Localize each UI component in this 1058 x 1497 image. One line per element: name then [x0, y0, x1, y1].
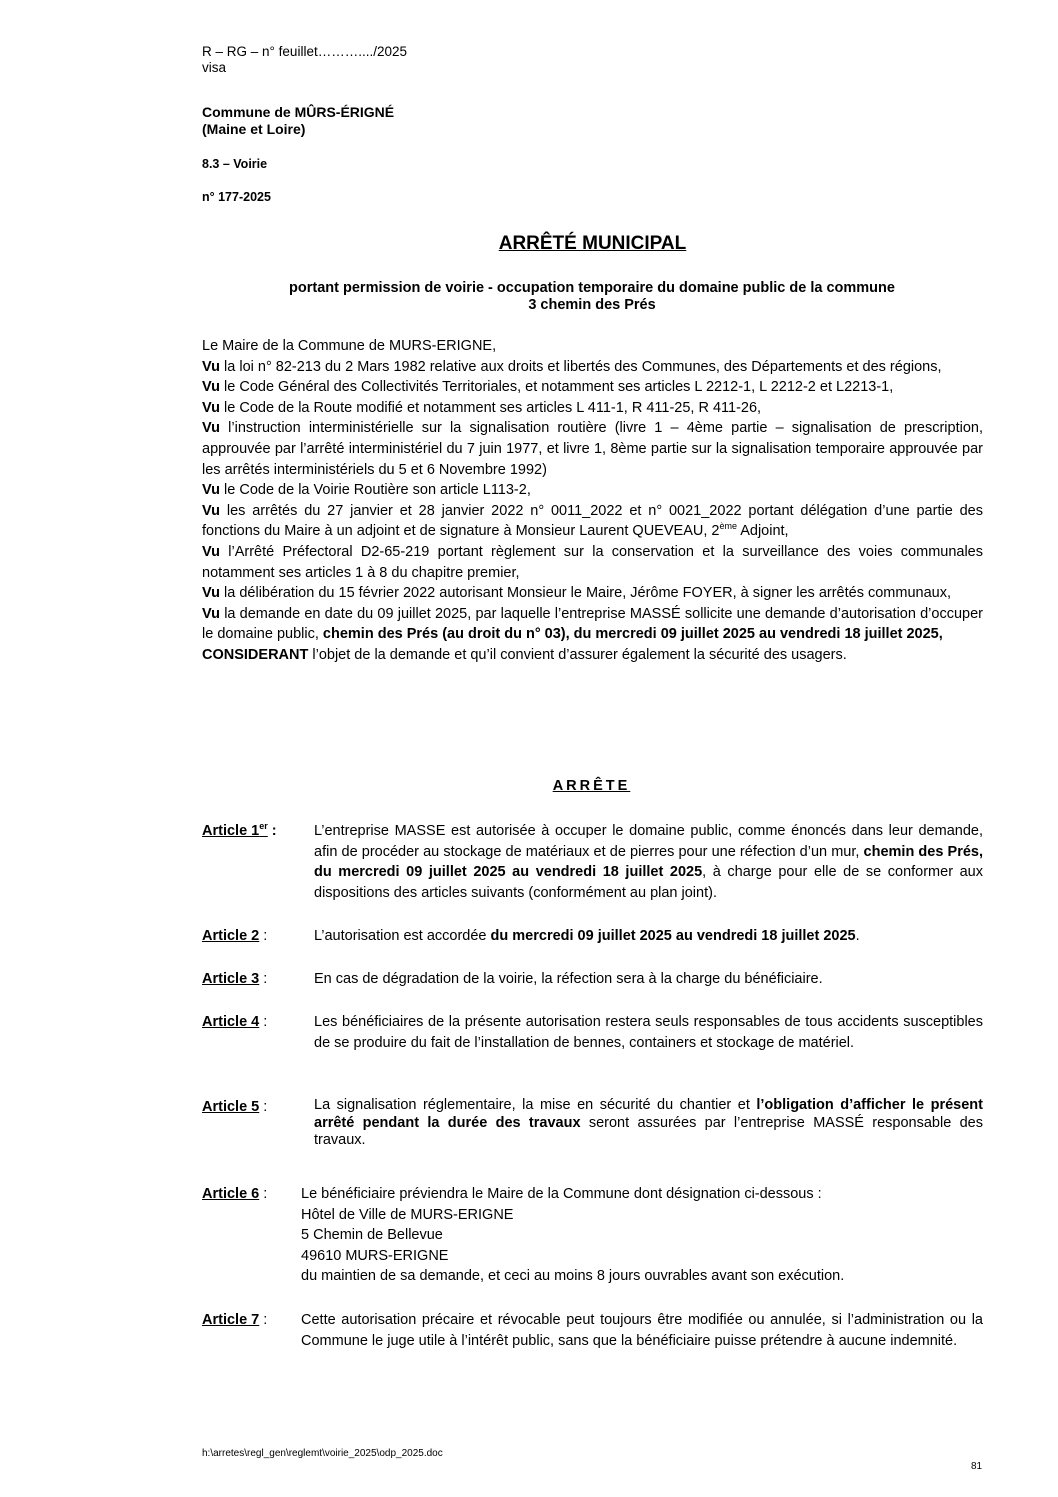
article-2-emphasis: du mercredi 09 juillet 2025 au vendredi 18 juillet 2025: [490, 928, 856, 944]
arrete-heading: ARRÊTE: [552, 778, 631, 794]
considerant-clause: [202, 645, 983, 666]
article-label-text: Article 5: [202, 1099, 260, 1115]
page-title: ARRÊTÉ MUNICIPAL: [498, 233, 687, 254]
article-label-text: Article 4: [202, 1014, 260, 1030]
vu-text: la loi n° 82-213 du 2 Mars 1982 relative aux droits et libertés des Communes, des Départements et des régions,: [220, 358, 942, 375]
vu-keyword: Vu: [202, 420, 220, 437]
article-2-text: L’autorisation est accordée du mercredi 09 juillet 2025 au vendredi 18 juillet 2025.: [314, 928, 860, 944]
vu-keyword: Vu: [202, 482, 220, 499]
vu-keyword: Vu: [202, 585, 220, 602]
vu-text: le Code de la Route modifié et notamment ses articles L 411-1, R 411-25, R 411-26,: [220, 399, 762, 416]
vu-clause: [202, 604, 983, 645]
article-3-text: En cas de dégradation de la voirie, la réfection sera à la charge du bénéficiaire.: [314, 971, 823, 987]
vu-keyword: Vu: [202, 605, 220, 622]
article-6-text: [301, 1184, 983, 1287]
article-7-text: Cette autorisation précaire et révocable peut toujours être modifiée ou annulée, si l’administration ou la Commune le juge utile à l’intérêt public, sans que la bénéficiaire puisse prétendre à aucune indemnité.: [301, 1312, 983, 1349]
vu-keyword: Vu: [202, 502, 220, 519]
article-4-label: Article 4 :: [202, 1014, 268, 1030]
article-label-text: Article 3: [202, 971, 260, 987]
address-line: Hôtel de Ville de MURS-ERIGNE: [301, 1206, 514, 1223]
article-7-label: Article 7 :: [202, 1312, 268, 1328]
vu-clause: [202, 480, 983, 501]
vu-clause: [202, 418, 983, 480]
ordinal-suffix: er: [259, 821, 268, 832]
vu-clause: [202, 377, 983, 398]
article-3-label: Article 3 :: [202, 971, 268, 987]
vu-text-emphasis: chemin des Prés (au droit du n° 03), du mercredi 09 juillet 2025 au vendredi 18 juillet 2025,: [322, 626, 943, 643]
article-5-label: Article 5 :: [202, 1099, 268, 1115]
article-6-line: Le bénéficiaire préviendra le Maire de la Commune dont désignation ci-dessous :: [301, 1186, 822, 1202]
document-reference: [202, 44, 407, 76]
article-label-text: Article 1: [202, 823, 260, 839]
article-1-text: L’entreprise MASSE est autorisée à occuper le domaine public, comme énoncés dans leur demande, afin de procéder au stockage de matériaux et de pierres pour une réfection d’un mur, chemin des Prés, du mercredi 09 juillet 2025 au vendredi 18 juillet 2025, à charge pour elle de se conformer aux dispositions des articles suivants (conformément au plan joint).: [314, 823, 983, 901]
vu-text: l’Arrêté Préfectoral D2-65-219 portant règlement sur la conservation et la surveillance des voies communales notamment ses articles 1 à 8 du chapitre premier,: [202, 543, 983, 581]
commune-name: Commune de MÛRS-ÉRIGNÉ: [202, 104, 395, 120]
ordinal-suffix: ème: [719, 521, 737, 532]
vu-keyword: Vu: [202, 543, 220, 560]
vu-text: Adjoint,: [736, 523, 789, 540]
article-1-label: [202, 821, 277, 842]
vu-text: le Code de la Voirie Routière son article L113-2,: [220, 482, 531, 499]
visa-line: visa: [202, 60, 227, 75]
vu-text: l’instruction interministérielle sur la signalisation routière (livre 1 – 4ème partie – signalisation de prescription, approuvée par l’arrêté interministériel du 7 juin 1977, et livre 1, 8ème partie sur la signalisation temporaire approuvée par les arrêtés interministériels du 5 et 6 Novembre 1992): [202, 420, 983, 478]
subtitle-line-1: portant permission de voirie - occupation temporaire du domaine public de la commune: [289, 280, 895, 296]
address-line: 49610 MURS-ERIGNE: [301, 1247, 449, 1264]
vu-text: les arrêtés du 27 janvier et 28 janvier 2022 n° 0011_2022 et n° 0021_2022 portant délégation d’une partie des fonctions du Maire à un adjoint et de signature à Monsieur Laurent QUEVEAU, 2: [202, 502, 983, 540]
commune-department: (Maine et Loire): [202, 121, 306, 137]
vu-text: la délibération du 15 février 2022 autorisant Monsieur le Maire, Jérôme FOYER, à signer les arrêtés communaux,: [220, 585, 951, 602]
article-1-emphasis: chemin des Prés, du mercredi 09 juillet 2025 au vendredi 18 juillet 2025: [314, 843, 983, 881]
commune-block: [202, 104, 394, 138]
vu-clause: [202, 398, 983, 419]
article-4-text: Les bénéficiaires de la présente autorisation restera seuls responsables de tous accidents susceptibles de se produire du fait de l’installation de bennes, containers et stockage de matériel.: [314, 1014, 983, 1051]
vu-keyword: Vu: [202, 358, 220, 375]
category-label: 8.3 – Voirie: [202, 157, 268, 171]
subtitle-line-2: 3 chemin des Prés: [528, 297, 656, 313]
address-line: 5 Chemin de Bellevue: [301, 1227, 443, 1244]
article-2-label: Article 2 :: [202, 928, 268, 944]
vu-clause: [202, 501, 983, 542]
article-6-line: du maintien de sa demande, et ceci au moins 8 jours ouvrables avant son exécution.: [301, 1268, 845, 1285]
considerant-text: l’objet de la demande et qu’il convient d’assurer également la sécurité des usagers.: [308, 646, 847, 663]
ref-line: R – RG – n° feuillet………..../2025: [202, 44, 407, 59]
vu-clause: [202, 583, 983, 604]
vu-clause: [202, 542, 983, 583]
article-label-text: Article 2: [202, 928, 260, 944]
article-5-emphasis: l’obligation d’afficher le présent arrêté pendant la durée des travaux: [314, 1097, 983, 1131]
subtitle: [202, 280, 982, 314]
article-label-text: Article 7: [202, 1312, 260, 1328]
page-number: 81: [971, 1461, 983, 1472]
vu-text: le Code Général des Collectivités Territoriales, et notamment ses articles L 2212-1, L 2212-2 et L2213-1,: [220, 379, 894, 396]
article-6-label: Article 6 :: [202, 1186, 268, 1202]
preamble-intro: Le Maire de la Commune de MURS-ERIGNE,: [202, 338, 497, 354]
vu-text: la demande en date du 09 juillet 2025, par laquelle l’entreprise MASSÉ sollicite une demande d’autorisation d’occuper le domaine public,: [202, 605, 983, 643]
article-5-text: La signalisation réglementaire, la mise en sécurité du chantier et l’obligation d’afficher le présent arrêté pendant la durée des travaux seront assurées par l’entreprise MASSÉ responsable des travaux.: [314, 1097, 983, 1148]
preamble: [202, 336, 983, 666]
article-label-text: Article 6: [202, 1186, 260, 1202]
considerant-keyword: CONSIDERANT: [202, 646, 309, 663]
label-colon: :: [267, 823, 277, 839]
arrete-number: n° 177-2025: [202, 190, 271, 204]
footer-file-path: h:\arretes\regl_gen\reglemt\voirie_2025\odp_2025.doc: [202, 1448, 443, 1459]
vu-clause: [202, 357, 983, 378]
vu-keyword: Vu: [202, 399, 220, 416]
vu-keyword: Vu: [202, 379, 220, 396]
